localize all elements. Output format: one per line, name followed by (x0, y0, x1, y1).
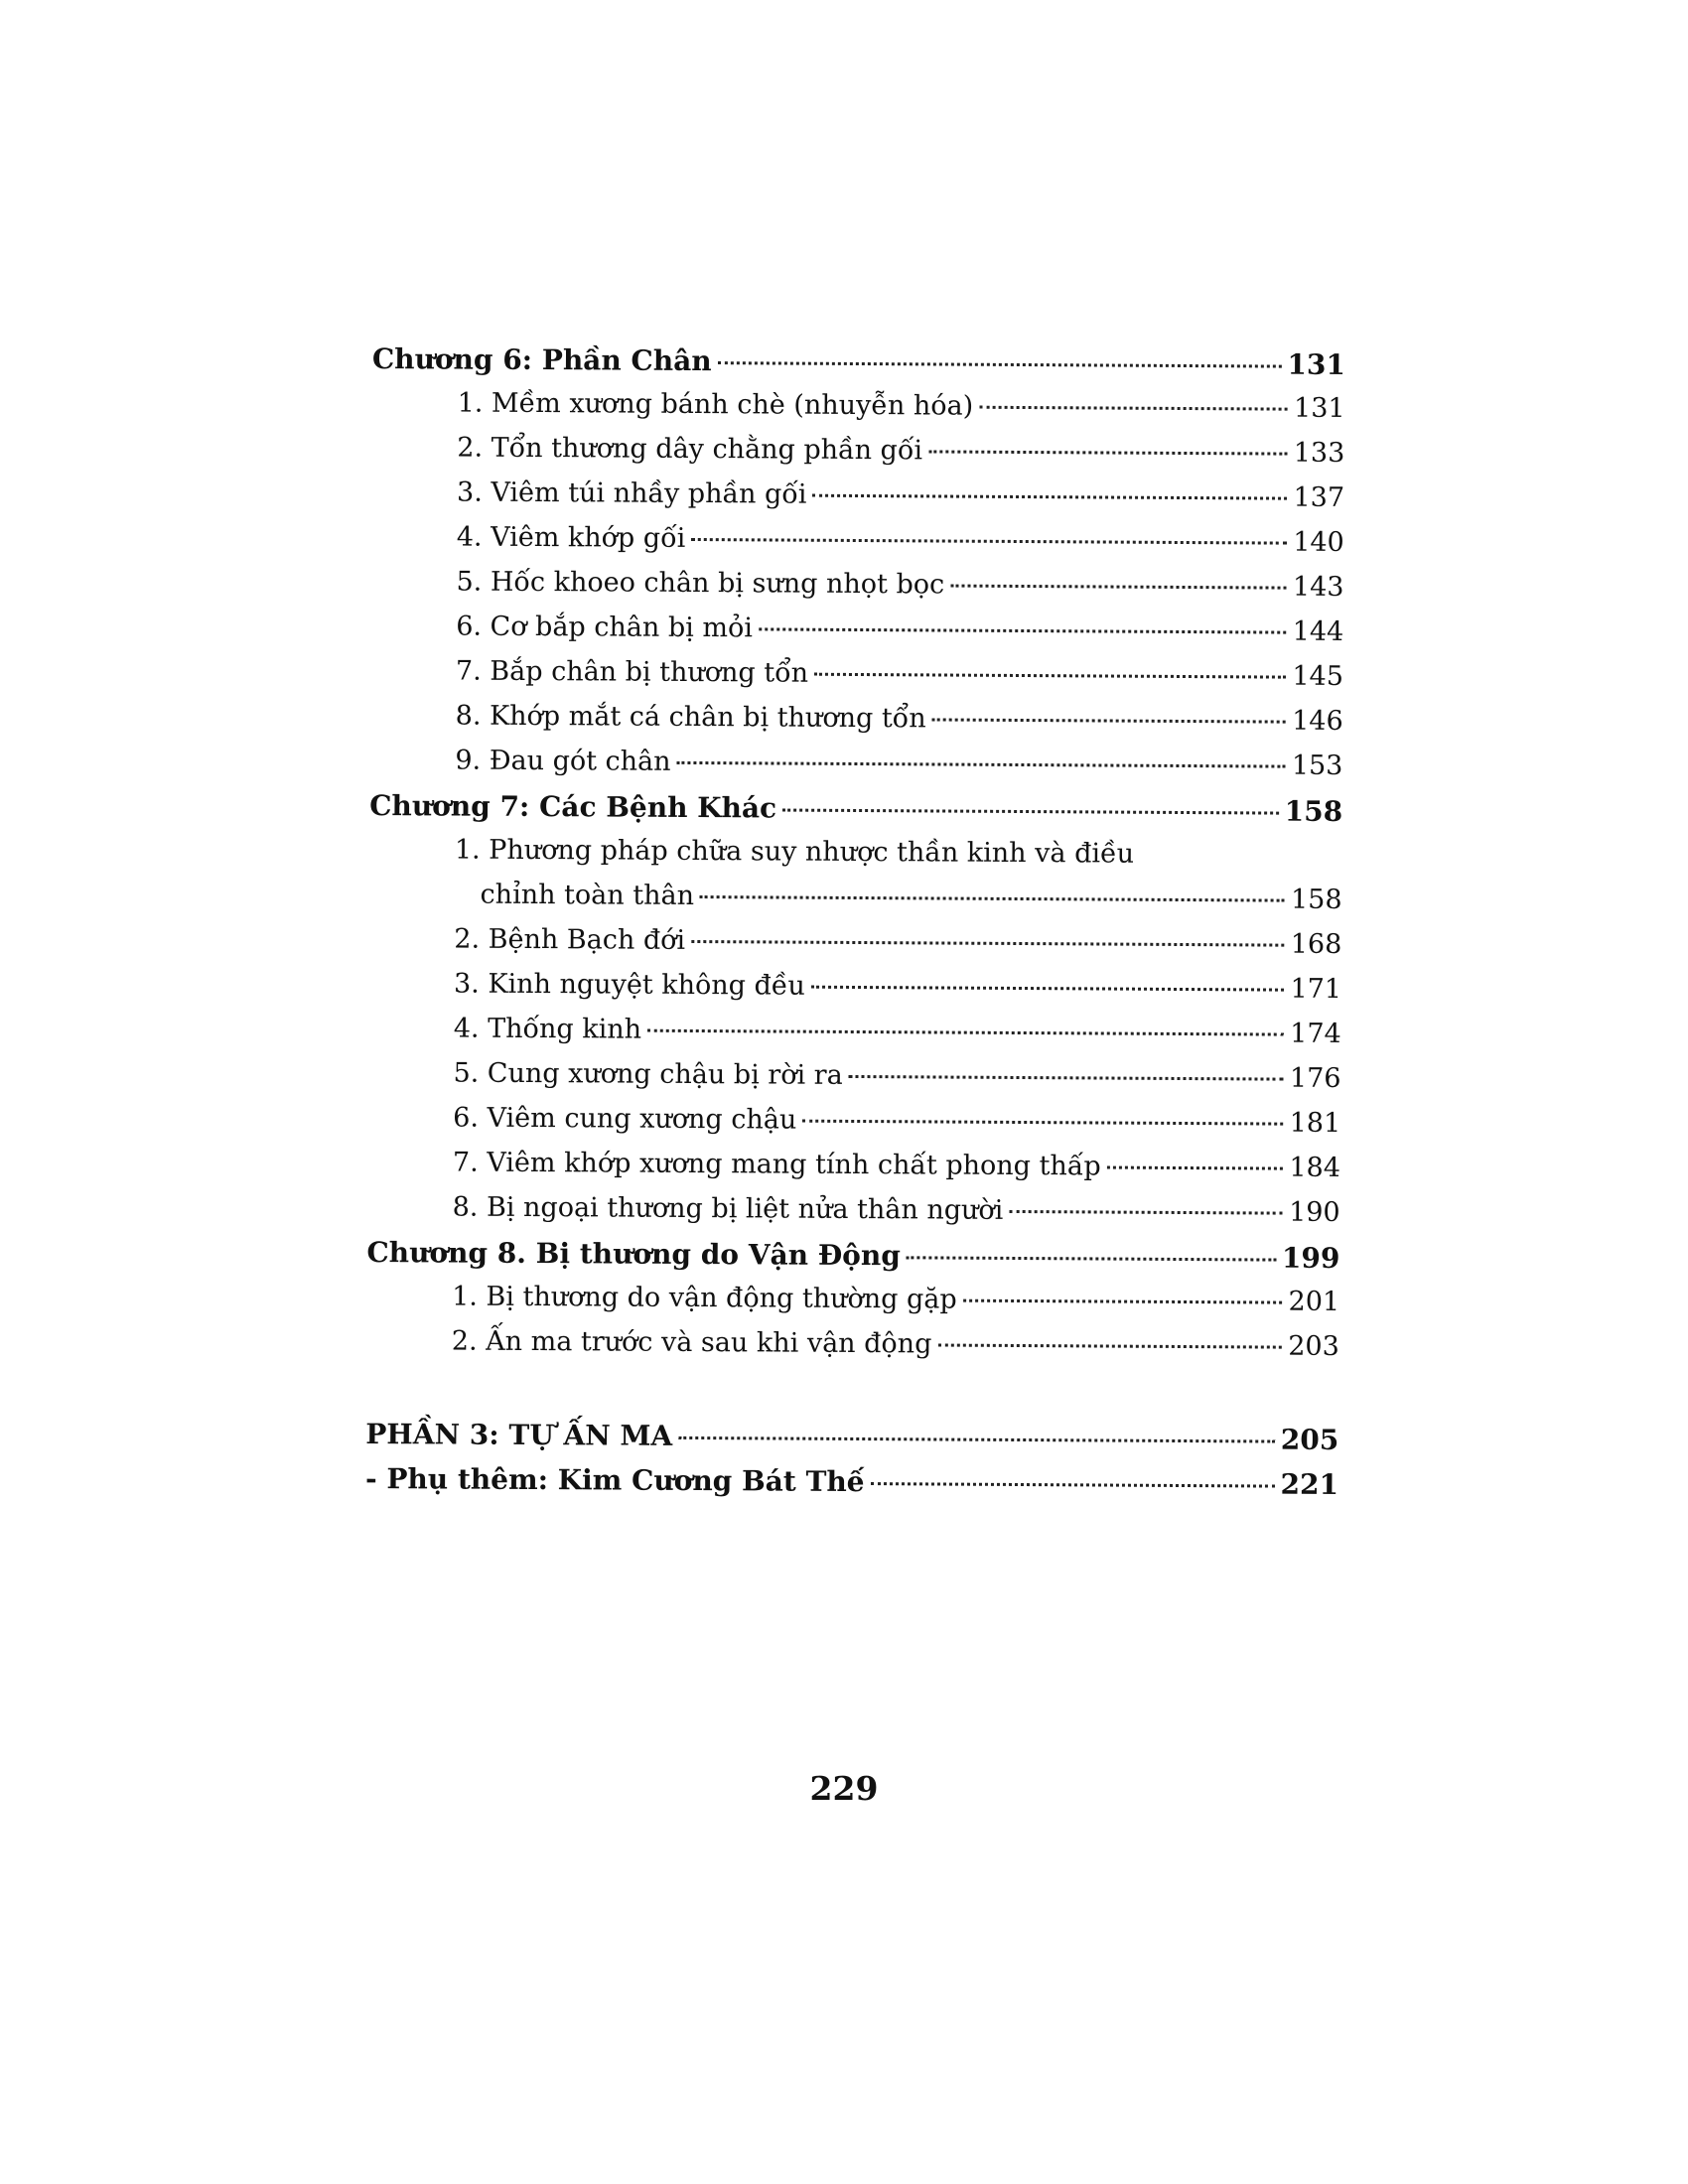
dot-leader (814, 673, 1286, 679)
section-gap (365, 1370, 1338, 1424)
dot-leader (802, 1120, 1283, 1126)
toc-page: 146 (1292, 705, 1343, 737)
toc-page: 174 (1290, 1018, 1341, 1049)
dot-leader (1009, 1210, 1283, 1215)
toc-title: 6. Viêm cung xương chậu (453, 1102, 797, 1136)
toc-item[interactable] (371, 521, 1344, 572)
dot-leader (979, 406, 1288, 411)
dot-leader (950, 585, 1287, 590)
toc-title: 5. Cung xương chậu bị rời ra (453, 1057, 843, 1091)
dot-leader (718, 361, 1282, 367)
toc-title: 8. Khớp mắt cá chân bị thương tổn (455, 700, 926, 735)
toc-title: 3. Kinh nguyệt không đều (453, 968, 805, 1002)
toc-page: 140 (1293, 526, 1344, 558)
dot-leader (928, 450, 1288, 455)
toc-item-wrapped-line1[interactable] (369, 834, 1342, 885)
dot-leader (1107, 1166, 1284, 1170)
toc-item[interactable] (370, 655, 1343, 706)
toc-title: 2. Ấn ma trước và sau khi vận động (451, 1325, 932, 1360)
toc-title: 1. Mềm xương bánh chè (nhuyễn hóa) (457, 387, 974, 422)
toc-title: PHẦN 3: TỰ ẤN MA (365, 1417, 673, 1452)
toc-title: 7. Viêm khớp xương mang tính chất phong thấp (452, 1147, 1101, 1182)
toc-title: 9. Đau gót chân (455, 745, 671, 777)
toc-title: 3. Viêm túi nhầy phần gối (456, 477, 807, 510)
dot-leader (812, 494, 1287, 500)
toc-page: 131 (1293, 392, 1345, 424)
toc-page: 131 (1287, 347, 1345, 381)
table-of-contents (365, 342, 1345, 1513)
toc-page: 221 (1280, 1467, 1339, 1501)
toc-item[interactable] (368, 1013, 1341, 1063)
toc-chapter-7[interactable] (369, 789, 1342, 840)
page-number: 229 (809, 1769, 879, 1808)
toc-item-wrapped-line2[interactable] (368, 879, 1341, 929)
toc-title: Chương 7: Các Bệnh Khác (369, 788, 777, 825)
toc-item[interactable] (371, 432, 1344, 482)
toc-item[interactable] (367, 1147, 1340, 1197)
dot-leader (691, 940, 1285, 947)
dot-leader (849, 1075, 1284, 1081)
toc-title: 8. Bị ngoại thương bị liệt nửa thân người (452, 1191, 1004, 1226)
toc-page: 144 (1292, 615, 1344, 647)
toc-page: 181 (1289, 1107, 1341, 1139)
toc-item[interactable] (367, 1102, 1340, 1153)
toc-item[interactable] (367, 1057, 1340, 1108)
toc-page: 184 (1289, 1152, 1341, 1183)
toc-title: 1. Phương pháp chữa suy nhược thần kinh và điều (454, 834, 1135, 870)
toc-chapter-6[interactable] (372, 342, 1345, 393)
toc-item[interactable] (369, 745, 1342, 795)
toc-page: 190 (1289, 1196, 1340, 1228)
toc-page: 199 (1281, 1241, 1340, 1275)
toc-item[interactable] (368, 968, 1341, 1019)
toc-part-3[interactable] (365, 1418, 1338, 1468)
dot-leader (907, 1256, 1276, 1261)
dot-leader (700, 895, 1285, 902)
dot-leader (937, 1343, 1282, 1348)
toc-item[interactable] (367, 1191, 1340, 1242)
toc-title: 5. Hốc khoeo chân bị sưng nhọt bọc (456, 566, 945, 601)
toc-page: 137 (1293, 481, 1345, 513)
toc-title: - Phụ thêm: Kim Cương Bát Thế (364, 1461, 865, 1499)
toc-page: 153 (1291, 750, 1343, 781)
toc-item[interactable] (370, 611, 1343, 661)
toc-title: Chương 6: Phần Chân (371, 342, 712, 378)
toc-page: 171 (1290, 973, 1342, 1005)
toc-title: 2. Tổn thương dây chằng phần gối (457, 432, 923, 467)
toc-appendix[interactable] (365, 1462, 1338, 1513)
toc-page: 168 (1290, 928, 1342, 960)
toc-page: 158 (1284, 794, 1343, 828)
toc-item[interactable] (371, 477, 1344, 527)
dot-leader (759, 627, 1287, 633)
toc-page: 143 (1292, 571, 1344, 603)
toc-item[interactable] (366, 1325, 1339, 1376)
dot-leader (963, 1299, 1283, 1304)
dot-leader (871, 1482, 1275, 1487)
toc-title: 1. Bị thương do vận động thường gặp (452, 1281, 957, 1315)
toc-item[interactable] (368, 923, 1341, 974)
toc-title: 6. Cơ bắp chân bị mỏi (456, 611, 754, 644)
dot-leader (782, 809, 1279, 815)
toc-title: 4. Viêm khớp gối (456, 521, 686, 554)
toc-title: 4. Thống kinh (453, 1013, 642, 1045)
toc-item[interactable] (370, 700, 1343, 751)
dot-leader (677, 761, 1286, 768)
dot-leader (811, 986, 1285, 992)
toc-page: 145 (1292, 660, 1344, 692)
toc-page: 201 (1288, 1286, 1340, 1317)
dot-leader (678, 1436, 1275, 1443)
toc-chapter-8[interactable] (366, 1236, 1339, 1287)
toc-page: 176 (1289, 1062, 1341, 1094)
toc-title: 7. Bắp chân bị thương tổn (455, 655, 809, 689)
toc-item[interactable] (371, 387, 1344, 438)
toc-page: 205 (1280, 1423, 1339, 1456)
toc-title: Chương 8. Bị thương do Vận Động (366, 1235, 901, 1273)
toc-page: 203 (1288, 1330, 1339, 1362)
toc-title: chỉnh toàn thân (480, 879, 695, 911)
toc-item[interactable] (370, 566, 1343, 616)
toc-page: 133 (1293, 437, 1345, 469)
toc-title: 2. Bệnh Bạch đới (454, 923, 686, 956)
dot-leader (932, 718, 1287, 723)
dot-leader (691, 538, 1287, 545)
toc-page: 158 (1290, 884, 1342, 915)
dot-leader (647, 1029, 1284, 1036)
toc-item[interactable] (366, 1281, 1339, 1331)
